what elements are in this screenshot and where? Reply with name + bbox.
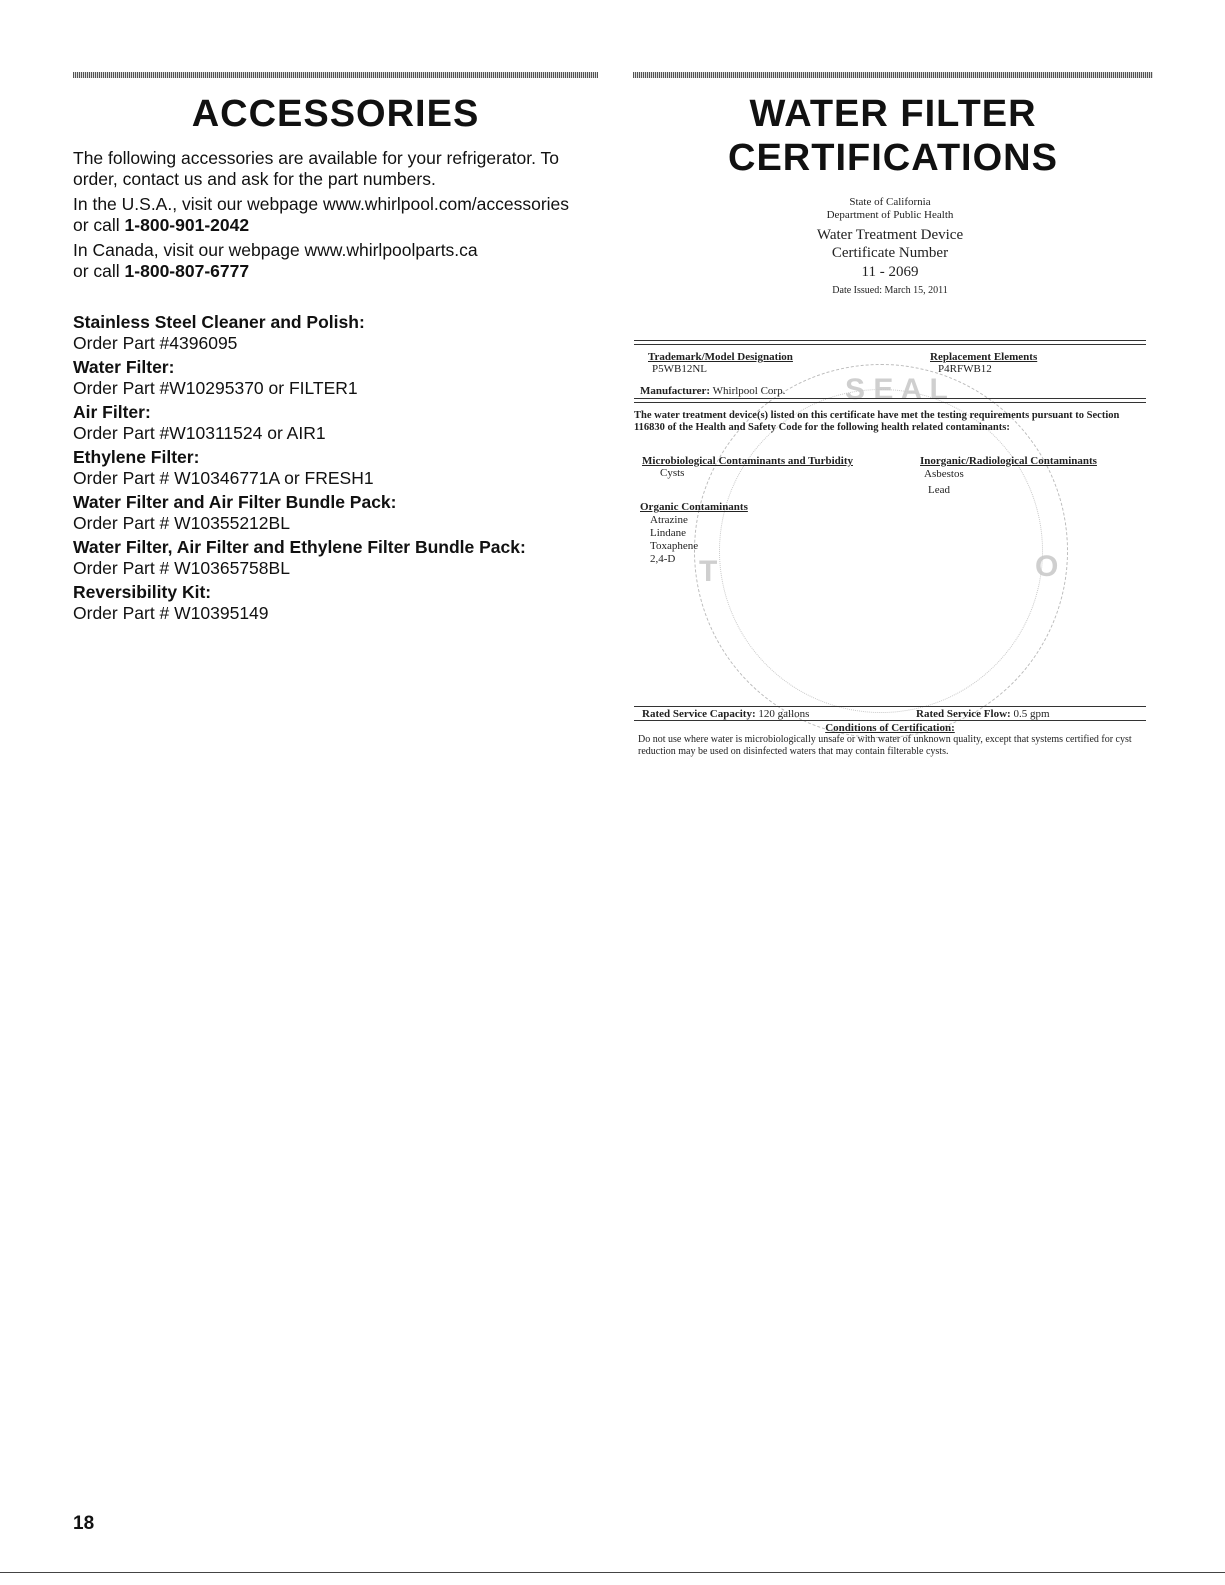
accessories-intro: [73, 148, 603, 190]
certificate: [634, 196, 1146, 756]
accessory-part: Order Part #4396095: [73, 333, 238, 353]
accessory-list: [73, 312, 603, 627]
certificate-date-issued: Date Issued: March 15, 2011: [832, 285, 948, 296]
organic-item: Lindane: [650, 527, 687, 539]
certifications-title-line1: WATER FILTER: [749, 93, 1037, 135]
capacity-label: Rated Service Capacity:: [642, 708, 756, 720]
accessory-part: Order Part # W10395149: [73, 603, 269, 623]
ca-call-prefix: or call: [73, 261, 125, 281]
capacity-row: [642, 708, 809, 720]
left-column-rule: [73, 72, 598, 78]
capacity-top-rule: [634, 706, 1146, 707]
flow-row: [916, 708, 1050, 720]
manufacturer-label: Manufacturer:: [640, 385, 711, 397]
accessory-heading: Water Filter:: [73, 357, 175, 377]
accessory-part: Order Part # W10346771A or FRESH1: [73, 468, 374, 488]
inorganic-item: Lead: [928, 484, 950, 496]
accessory-item: [73, 537, 603, 579]
organic-item: 2,4-D: [650, 553, 676, 565]
accessory-item: [73, 582, 603, 624]
accessory-item: [73, 357, 603, 399]
certificate-number: 11 - 2069: [861, 264, 919, 280]
accessory-part: Order Part #W10295370 or FILTER1: [73, 378, 358, 398]
accessory-item: [73, 312, 603, 354]
us-call-prefix: or call: [73, 215, 125, 235]
accessory-heading: Water Filter, Air Filter and Ethylene Filter Bundle Pack:: [73, 537, 526, 557]
micro-item: Cysts: [660, 467, 685, 479]
accessory-part: Order Part # W10355212BL: [73, 513, 290, 533]
accessory-item: [73, 402, 603, 444]
inorganic-label: Inorganic/Radiological Contaminants: [920, 455, 1097, 467]
capacity-value: 120 gallons: [758, 708, 810, 720]
organic-item: Atrazine: [650, 514, 688, 526]
certificate-number-label: Certificate Number: [831, 245, 949, 261]
replacement-value: P4RFWB12: [938, 363, 992, 375]
conditions-label: Conditions of Certification:: [825, 722, 955, 734]
certificate-device: Water Treatment Device: [816, 227, 964, 243]
right-column-rule: [633, 72, 1153, 78]
certificate-department: Department of Public Health: [826, 209, 954, 221]
accessory-heading: Reversibility Kit:: [73, 582, 212, 602]
certificate-statement: The water treatment device(s) listed on this certificate have met the testing requirements pursuant to Section 116830 of the Health and Safety Code for the following health related contaminants:: [634, 410, 1120, 433]
manufacturer-value: Whirlpool Corp.: [712, 385, 786, 397]
model-label: Trademark/Model Designation: [648, 351, 793, 363]
accessory-heading: Stainless Steel Cleaner and Polish:: [73, 312, 365, 332]
page-number: 18: [73, 1513, 95, 1534]
accessory-part: Order Part # W10365758BL: [73, 558, 290, 578]
certificate-top-rule: [634, 340, 1146, 345]
us-contact: [73, 194, 603, 236]
certifications-title-line2: CERTIFICATIONS: [728, 137, 1058, 179]
manufacturer-row: [640, 385, 785, 397]
certificate-state: State of California: [849, 196, 931, 208]
ca-webpage-text: In Canada, visit our webpage www.whirlpoolparts.ca: [73, 240, 478, 260]
accessory-heading: Ethylene Filter:: [73, 447, 200, 467]
organic-item: Toxaphene: [650, 540, 699, 552]
accessories-title: ACCESSORIES: [191, 93, 480, 135]
accessory-item: [73, 492, 603, 534]
capacity-bottom-rule: [634, 720, 1146, 721]
certificate-mid-rule: [634, 398, 1146, 403]
accessory-heading: Air Filter:: [73, 402, 151, 422]
state-seal-watermark: S E A L T O: [694, 364, 1068, 738]
intro-text: The following accessories are available for your refrigerator. To order, contact us and ask for the part numbers.: [73, 148, 560, 189]
organic-label: Organic Contaminants: [640, 501, 748, 513]
flow-value: 0.5 gpm: [1013, 708, 1050, 720]
ca-phone: 1-800-807-6777: [124, 261, 250, 281]
canada-contact: [73, 240, 603, 282]
flow-label: Rated Service Flow:: [916, 708, 1011, 720]
us-webpage-text: In the U.S.A., visit our webpage www.whirlpool.com/accessories: [73, 194, 570, 214]
us-phone: 1-800-901-2042: [124, 215, 250, 235]
conditions-text: Do not use where water is microbiologically unsafe or with water of unknown quality, except that systems certified for cyst reduction may be used on disinfected waters that may contain filterable cysts.: [638, 734, 1132, 757]
accessory-part: Order Part #W10311524 or AIR1: [73, 423, 326, 443]
certifications-title: [633, 92, 1153, 180]
model-value: P5WB12NL: [652, 363, 707, 375]
inorganic-item: Asbestos: [924, 468, 964, 480]
micro-label: Microbiological Contaminants and Turbidity: [642, 455, 853, 467]
accessory-heading: Water Filter and Air Filter Bundle Pack:: [73, 492, 397, 512]
replacement-label: Replacement Elements: [930, 351, 1038, 363]
bottom-rule: [0, 1572, 1225, 1573]
accessory-item: [73, 447, 603, 489]
